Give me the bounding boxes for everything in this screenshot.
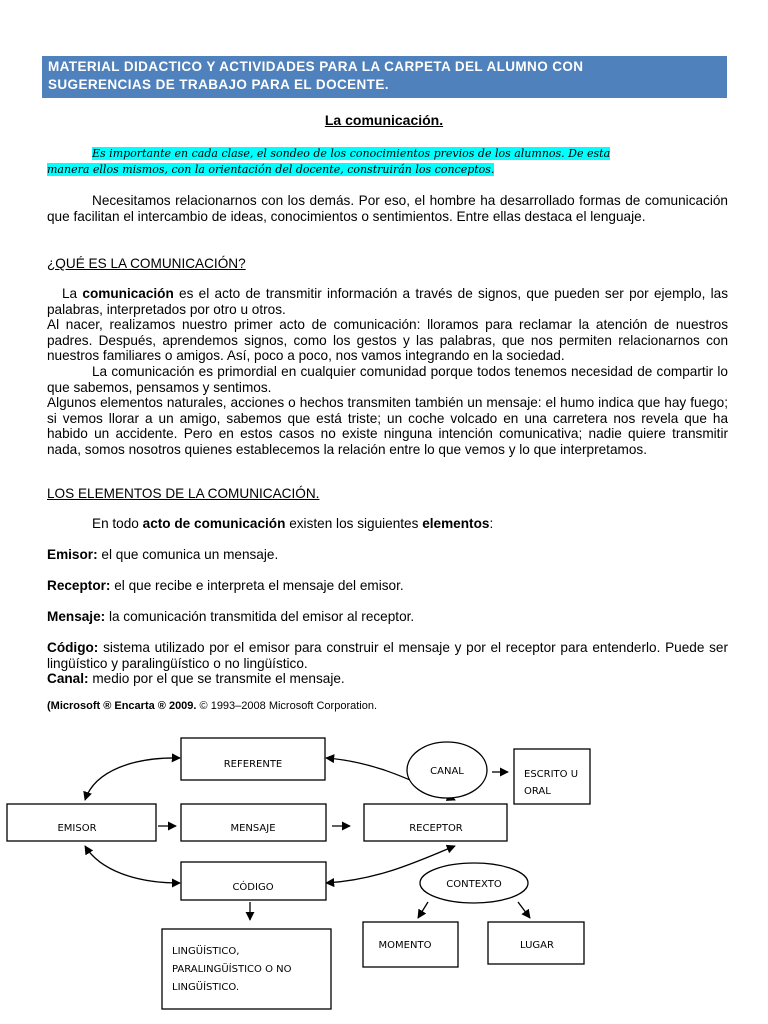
codigo-box <box>181 862 326 900</box>
citation <box>47 700 377 712</box>
def-emisor <box>47 547 728 563</box>
elements-intro-e: : <box>489 516 494 531</box>
p1-lead: La <box>62 286 83 301</box>
emisor-referente-arrow <box>85 758 180 800</box>
section-heading-elements: LOS ELEMENTOS DE LA COMUNICACIÓN. <box>47 486 320 501</box>
citation-bold: (Microsoft ® Encarta ® 2009. <box>47 700 197 712</box>
codigo-label: CÓDIGO <box>232 882 274 893</box>
def-canal <box>47 671 728 687</box>
page-title: La comunicación. <box>324 112 444 128</box>
def-codigo <box>47 640 728 671</box>
definition-paragraph <box>47 286 728 317</box>
canal-label: CANAL <box>430 766 464 777</box>
def-text: la comunicación transmitida del emisor al receptor. <box>105 609 415 624</box>
natural-elements-paragraph: Algunos elementos naturales, acciones o hechos transmiten también un mensaje: el humo indica que hay fuego; si vemos llorar a un amigo, sabemos que está triste; un coche volcado en una carretera nos revela que ha habido un accidente. Pero en estos casos no existe ninguna intención comunicativa; nadie quiere transmitir nada, somos nosotros quienes establecemos la relación entre lo que vemos y lo que interpretamos. <box>47 395 728 457</box>
def-term: Receptor: <box>47 578 111 593</box>
mensaje-label: MENSAJE <box>230 823 276 834</box>
referente-label: REFERENTE <box>223 759 283 770</box>
def-term: Mensaje: <box>47 609 106 624</box>
elements-intro-c: existen los siguientes <box>285 516 423 531</box>
elements-intro-d: elementos <box>422 516 490 531</box>
birth-paragraph: Al nacer, realizamos nuestro primer acto de comunicación: lloramos para reclamar la atención de nuestros padres. Después, aprendemos signos, como los gestos y las palabras, que nos permiten relacionarnos con nuestros familiares o amigos. Así, poco a poco, nos vamos integrando en la sociedad. <box>47 317 728 364</box>
def-mensaje <box>47 609 728 625</box>
receptor-label: RECEPTOR <box>409 823 463 834</box>
def-text: el que comunica un mensaje. <box>97 547 279 562</box>
def-text: medio por el que se transmite el mensaje. <box>88 671 345 686</box>
elements-intro-a: En todo <box>92 516 143 531</box>
emisor-label: EMISOR <box>57 823 97 834</box>
contexto-label: CONTEXTO <box>446 879 502 890</box>
def-term: Emisor: <box>47 547 98 562</box>
def-text: sistema utilizado por el emisor para construir el mensaje y por el receptor para entenderlo. Puede ser lingüístico y paralingüístico o no lingüístico. <box>47 640 728 671</box>
linguistico-label-3: LINGÜÍSTICO. <box>172 982 240 993</box>
def-receptor <box>47 578 728 594</box>
momento-label: MOMENTO <box>378 940 432 951</box>
emisor-codigo-arrow <box>85 846 180 883</box>
section-heading-what-is: ¿QUÉ ES LA COMUNICACIÓN? <box>47 256 246 271</box>
escrito-label-2: ORAL <box>524 786 551 797</box>
contexto-lugar-arrow <box>518 902 530 918</box>
linguistico-label-1: LINGÜÍSTICO, <box>172 946 240 957</box>
contexto-momento-arrow <box>418 902 428 918</box>
header-banner <box>42 56 727 98</box>
def-term: Código: <box>47 640 99 655</box>
linguistico-label-2: PARALINGÜÍSTICO O NO <box>172 964 292 975</box>
elements-intro <box>47 516 728 532</box>
def-term: Canal: <box>47 671 89 686</box>
highlight-line-2: manera ellos mismos, con la orientación del docente, construirán los conceptos. <box>47 163 495 176</box>
elements-intro-b: acto de comunicación <box>142 516 286 531</box>
citation-rest: © 1993–2008 Microsoft Corporation. <box>196 700 378 712</box>
lugar-label: LUGAR <box>520 940 554 951</box>
banner-line-2: SUGERENCIAS DE TRABAJO PARA EL DOCENTE. <box>48 77 389 92</box>
communication-diagram <box>0 720 768 1024</box>
def-text: el que recibe e interpreta el mensaje del emisor. <box>110 578 404 593</box>
highlight-note <box>47 146 728 178</box>
banner-line-1: MATERIAL DIDACTICO Y ACTIVIDADES PARA LA CARPETA DEL ALUMNO CON <box>48 59 584 74</box>
p1-bold: comunicación <box>82 286 174 301</box>
escrito-label-1: ESCRITO U <box>524 769 579 780</box>
p1-rest: es el acto de transmitir información a través de signos, que pueden ser por ejemplo, las palabras, interpretados por otro u otros. <box>47 286 728 317</box>
highlight-line-1: Es importante en cada clase, el sondeo de los conocimientos previos de los alumnos. De esta <box>92 147 611 160</box>
intro-paragraph: Necesitamos relacionarnos con los demás. Por eso, el hombre ha desarrollado formas de comunicación que facilitan el intercambio de ideas, conocimientos o sentimientos. Entre ellas destaca el lenguaje. <box>47 193 728 224</box>
primordial-paragraph: La comunicación es primordial en cualquier comunidad porque todos tenemos necesidad de compartir lo que sabemos, pensamos y sentimos. <box>47 364 728 395</box>
